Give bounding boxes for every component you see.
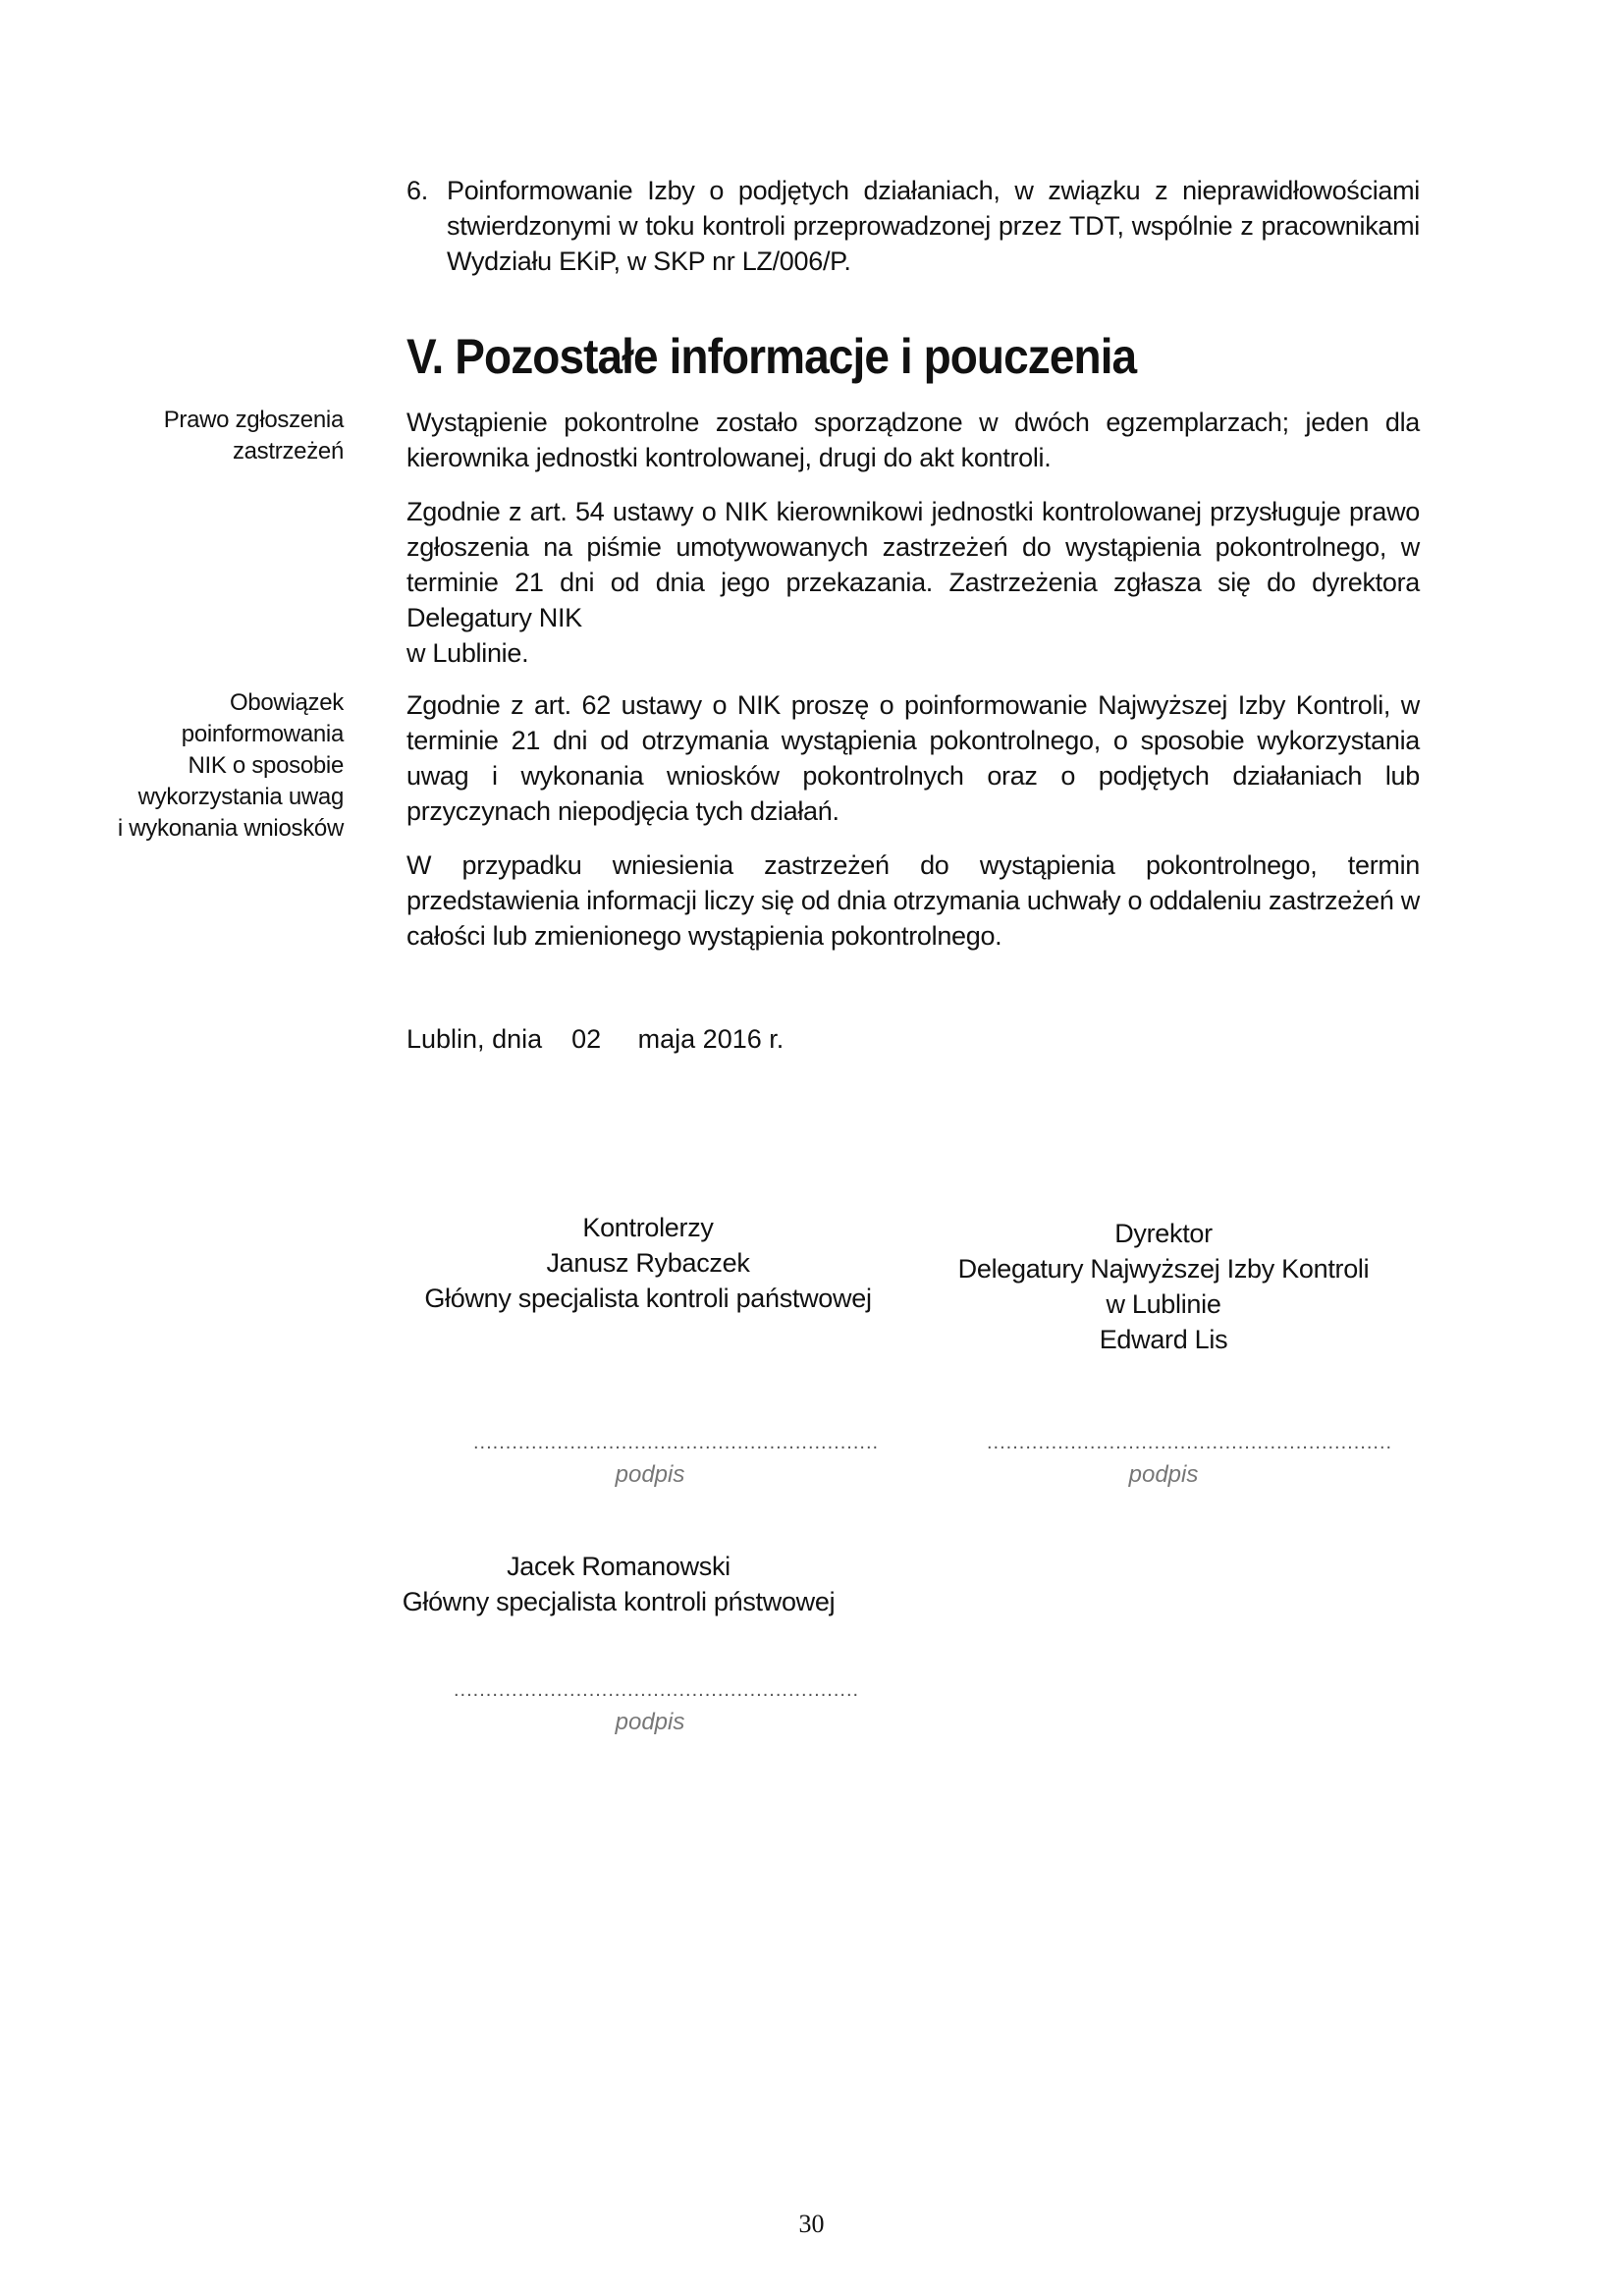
margin-note-obligation (98, 687, 344, 845)
paragraph-copies: Wystąpienie pokontrolne zostało sporządzone w dwóch egzemplarzach; jeden dla kierownika jednostki kontrolowanej, drugi do akt kontroli. (406, 408, 1420, 472)
margin-note-line: wykorzystania uwag (137, 784, 344, 810)
margin-note-line: poinformowania (181, 721, 344, 747)
signature-caption: podpis (615, 1709, 685, 1735)
controller-title: Główny specjalista kontroli pństwowej (402, 1587, 836, 1616)
margin-note-line: i wykonania wniosków (117, 815, 344, 842)
page-number: 30 (798, 2210, 825, 2238)
director-header: Dyrektor (1114, 1219, 1213, 1248)
signature-dots: ............................................................... (454, 1679, 860, 1701)
controllers-signature-block (393, 1210, 903, 1316)
list-item-number: 6. (406, 176, 428, 205)
controller-name: Janusz Rybaczek (546, 1248, 750, 1278)
margin-note-line: Obowiązek (229, 689, 344, 716)
signature-dots: ............................................................... (987, 1432, 1393, 1453)
signature-caption: podpis (615, 1461, 685, 1488)
director-office-line1: Delegatury Najwyższej Izby Kontroli (957, 1254, 1370, 1284)
controller-name: Jacek Romanowski (507, 1552, 730, 1581)
director-office-line2: w Lublinie (1106, 1289, 1221, 1319)
signature-caption: podpis (1128, 1461, 1199, 1488)
margin-note-line: Prawo zgłoszenia (163, 407, 344, 433)
paragraph-objection-right (406, 494, 1420, 671)
paragraph-inform-obligation: Zgodnie z art. 62 ustawy o NIK proszę o poinformowanie Najwyższej Izby Kontroli, w terminie 21 dni od otrzymania wystąpienia pokontrolnego, o sposobie wykorzystania uwag i wykonania wniosków pokontrolnych oraz o podjętych działaniach lub przyczynach niepodjęcia tych działań. (406, 690, 1420, 826)
controller-title: Główny specjalista kontroli państwowej (424, 1284, 872, 1313)
controller2-signature-block (393, 1549, 844, 1619)
list-item-text: Poinformowanie Izby o podjętych działaniach, w związku z nieprawidłowościami stwierdzonymi w toku kontroli przeprowadzonej przez TDT, wspólnie z pracownikami Wydziału EKiP, w SKP nr LZ/006/P. (447, 176, 1420, 276)
section-heading: V. Pozostałe informacje i pouczenia (406, 329, 1137, 384)
margin-note-line: NIK o sposobie (188, 752, 344, 779)
margin-note-line: zastrzeżeń (232, 438, 344, 465)
margin-note-objection-right (98, 405, 344, 467)
director-signature-block (943, 1216, 1384, 1357)
paragraph-objection-deadline: W przypadku wniesienia zastrzeżeń do wystąpienia pokontrolnego, termin przedstawienia informacji liczy się od dnia otrzymania uchwały o oddaleniu zastrzeżeń w całości lub zmienionego wystąpienia pokontrolnego. (406, 850, 1420, 951)
list-item-6 (406, 173, 1420, 279)
paragraph-tail: w Lublinie. (406, 638, 529, 668)
controllers-header: Kontrolerzy (582, 1213, 714, 1242)
director-name: Edward Lis (1099, 1325, 1228, 1354)
paragraph-main: Zgodnie z art. 54 ustawy o NIK kierownikowi jednostki kontrolowanej przysługuje prawo zgłoszenia na piśmie umotywowanych zastrzeżeń do wystąpienia pokontrolnego, w terminie 21 dni od dnia jego przekazania. Zastrzeżenia zgłasza się do dyrektora Delegatury NIK (406, 497, 1420, 632)
date-line: Lublin, dnia 02 maja 2016 r. (406, 1024, 784, 1054)
signature-dots: ............................................................... (473, 1432, 880, 1453)
